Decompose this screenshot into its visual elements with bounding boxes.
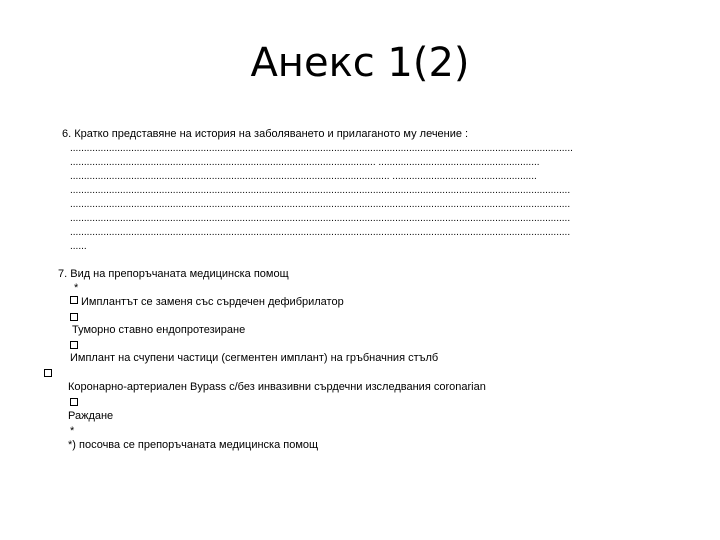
asterisk-mark: * <box>70 425 75 437</box>
footnote: *) посочва се препоръчаната медицинска помощ <box>68 439 319 451</box>
fill-line-8: ...... <box>70 241 87 252</box>
option-tumor-endoprosthesis: Туморно ставно ендопротезиране <box>72 324 246 336</box>
page-title: Анекс 1(2) <box>250 40 470 86</box>
fill-line-3: ................................................................................................................... .................................................... <box>70 171 537 182</box>
checkbox-icon[interactable] <box>70 341 78 349</box>
checkbox-icon[interactable] <box>44 369 52 377</box>
section-6-heading: 6. Кратко представяне на история на заболяването и прилаганото му лечение : <box>62 128 469 140</box>
fill-line-6: .................................................................................................................................................................................... <box>70 213 571 224</box>
asterisk-mark: * <box>74 282 79 294</box>
option-label: Имплантът се заменя със сърдечен дефибрилатор <box>81 296 344 308</box>
fill-line-2: .............................................................................................................. .......................................................... <box>70 157 540 168</box>
section-7-heading: 7. Вид на препоръчаната медицинска помощ <box>58 268 289 280</box>
checkbox-icon[interactable] <box>70 398 78 406</box>
option-spinal-implant: Имплант на счупени частици (сегментен имплант) на гръбначния стълб <box>70 352 439 364</box>
fill-line-5: .................................................................................................................................................................................... <box>70 199 571 210</box>
fill-line-1: ..................................................................................................................................................................................... <box>70 143 573 154</box>
fill-line-4: .................................................................................................................................................................................... <box>70 185 571 196</box>
option-coronary-bypass: Коронарно-артериален Bypass с/без инвазивни сърдечни изследвания coronarian <box>68 381 486 393</box>
checkbox-icon[interactable] <box>70 313 78 321</box>
option-childbirth: Раждане <box>68 410 114 422</box>
checkbox-icon[interactable] <box>70 296 78 304</box>
option-defibrillator[interactable] <box>70 296 344 308</box>
fill-line-7: .................................................................................................................................................................................... <box>70 227 571 238</box>
